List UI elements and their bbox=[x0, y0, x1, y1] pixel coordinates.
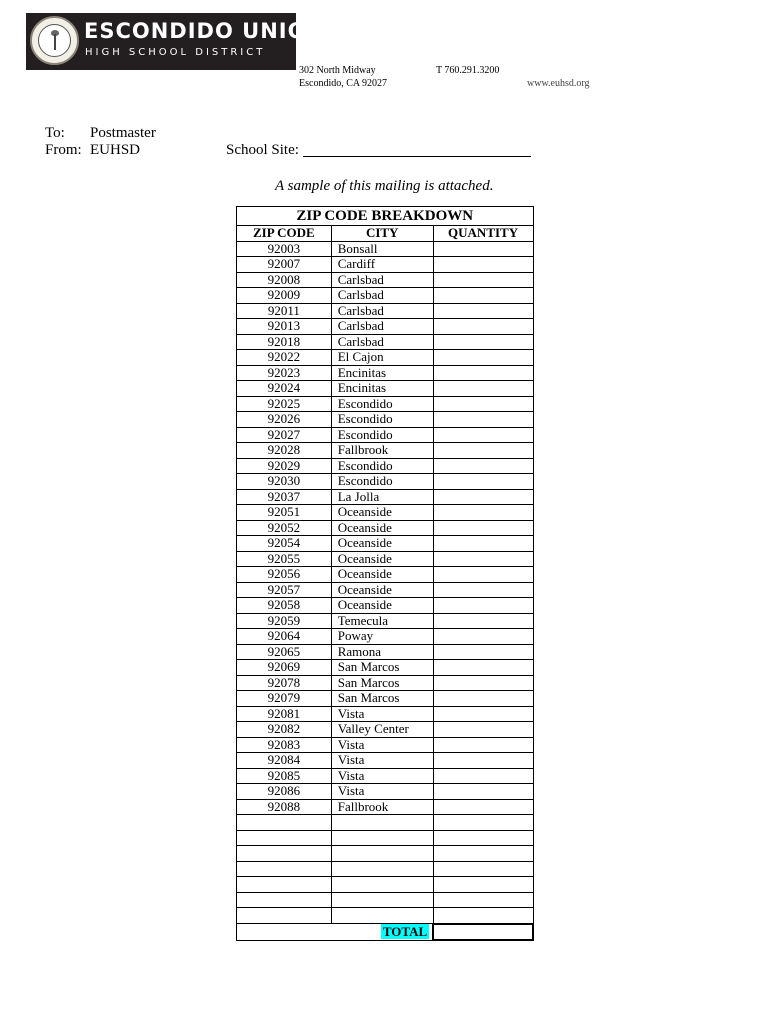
city-cell: Oceanside bbox=[331, 536, 433, 552]
zip-cell: 92009 bbox=[237, 288, 332, 304]
quantity-cell[interactable] bbox=[433, 505, 533, 521]
city-cell: Oceanside bbox=[331, 505, 433, 521]
table-row bbox=[237, 706, 534, 722]
zip-cell: 92030 bbox=[237, 474, 332, 490]
city-cell bbox=[331, 908, 433, 924]
zip-table-body bbox=[237, 241, 534, 924]
zip-cell: 92082 bbox=[237, 722, 332, 738]
table-row bbox=[237, 799, 534, 815]
city-cell: Vista bbox=[331, 737, 433, 753]
zip-cell: 92065 bbox=[237, 644, 332, 660]
table-row bbox=[237, 644, 534, 660]
zip-cell: 92003 bbox=[237, 241, 332, 257]
city-cell: Bonsall bbox=[331, 241, 433, 257]
quantity-cell[interactable] bbox=[433, 272, 533, 288]
quantity-cell[interactable] bbox=[433, 551, 533, 567]
zip-cell: 92013 bbox=[237, 319, 332, 335]
table-row bbox=[237, 474, 534, 490]
logo-subtitle: HIGH SCHOOL DISTRICT bbox=[85, 47, 266, 58]
quantity-cell[interactable] bbox=[433, 381, 533, 397]
website-link[interactable]: www.euhsd.org bbox=[527, 78, 590, 89]
table-row bbox=[237, 257, 534, 273]
quantity-cell[interactable] bbox=[433, 861, 533, 877]
city-cell bbox=[331, 815, 433, 831]
city-cell bbox=[331, 877, 433, 893]
city-cell: Vista bbox=[331, 753, 433, 769]
table-row bbox=[237, 303, 534, 319]
quantity-cell[interactable] bbox=[433, 784, 533, 800]
table-row bbox=[237, 443, 534, 459]
city-cell bbox=[331, 861, 433, 877]
table-row bbox=[237, 334, 534, 350]
table-row bbox=[237, 613, 534, 629]
city-cell: Poway bbox=[331, 629, 433, 645]
quantity-cell[interactable] bbox=[433, 877, 533, 893]
table-row bbox=[237, 582, 534, 598]
quantity-cell[interactable] bbox=[433, 334, 533, 350]
quantity-cell[interactable] bbox=[433, 722, 533, 738]
table-row bbox=[237, 396, 534, 412]
zip-cell bbox=[237, 830, 332, 846]
table-row bbox=[237, 892, 534, 908]
table-row bbox=[237, 691, 534, 707]
zip-cell: 92086 bbox=[237, 784, 332, 800]
table-row bbox=[237, 815, 534, 831]
table-row bbox=[237, 675, 534, 691]
quantity-cell[interactable] bbox=[433, 365, 533, 381]
zip-cell: 92056 bbox=[237, 567, 332, 583]
city-cell: La Jolla bbox=[331, 489, 433, 505]
quantity-cell[interactable] bbox=[433, 319, 533, 335]
quantity-cell[interactable] bbox=[433, 644, 533, 660]
quantity-cell[interactable] bbox=[433, 830, 533, 846]
city-cell: Encinitas bbox=[331, 365, 433, 381]
zip-cell: 92011 bbox=[237, 303, 332, 319]
to-label: To: bbox=[45, 125, 65, 141]
from-label: From: bbox=[45, 142, 82, 158]
zip-cell: 92058 bbox=[237, 598, 332, 614]
to-value: Postmaster bbox=[90, 125, 156, 141]
city-cell: Fallbrook bbox=[331, 799, 433, 815]
zip-cell: 92088 bbox=[237, 799, 332, 815]
zip-cell bbox=[237, 892, 332, 908]
table-row bbox=[237, 768, 534, 784]
table-row bbox=[237, 412, 534, 428]
city-cell: Carlsbad bbox=[331, 272, 433, 288]
zip-cell: 92023 bbox=[237, 365, 332, 381]
zip-code-table bbox=[236, 206, 534, 941]
zip-cell: 92024 bbox=[237, 381, 332, 397]
quantity-cell[interactable] bbox=[433, 660, 533, 676]
table-row bbox=[237, 505, 534, 521]
zip-cell: 92083 bbox=[237, 737, 332, 753]
table-row bbox=[237, 629, 534, 645]
quantity-cell[interactable] bbox=[433, 768, 533, 784]
table-row bbox=[237, 536, 534, 552]
table-row bbox=[237, 660, 534, 676]
table-row bbox=[237, 427, 534, 443]
zip-cell: 92055 bbox=[237, 551, 332, 567]
zip-cell: 92025 bbox=[237, 396, 332, 412]
table-row bbox=[237, 458, 534, 474]
school-site-label: School Site: bbox=[226, 142, 299, 158]
zip-cell: 92022 bbox=[237, 350, 332, 366]
zip-cell: 92027 bbox=[237, 427, 332, 443]
quantity-cell[interactable] bbox=[433, 536, 533, 552]
zip-cell: 92084 bbox=[237, 753, 332, 769]
logo-name: ESCONDIDO UNION bbox=[84, 19, 326, 43]
table-row bbox=[237, 350, 534, 366]
district-seal-icon bbox=[30, 16, 79, 65]
total-label-cell bbox=[331, 924, 433, 941]
city-cell: Oceanside bbox=[331, 598, 433, 614]
city-cell: Cardiff bbox=[331, 257, 433, 273]
zip-cell: 92069 bbox=[237, 660, 332, 676]
quantity-cell[interactable] bbox=[433, 598, 533, 614]
zip-cell: 92051 bbox=[237, 505, 332, 521]
table-row bbox=[237, 381, 534, 397]
total-quantity-field[interactable] bbox=[433, 924, 533, 941]
quantity-cell[interactable] bbox=[433, 241, 533, 257]
table-row bbox=[237, 489, 534, 505]
column-header-city: CITY bbox=[331, 226, 433, 242]
column-header-zip: ZIP CODE bbox=[237, 226, 332, 242]
quantity-cell[interactable] bbox=[433, 908, 533, 924]
city-cell: Oceanside bbox=[331, 520, 433, 536]
address-line-1: 302 North Midway bbox=[299, 65, 376, 76]
table-title: ZIP CODE BREAKDOWN bbox=[237, 207, 534, 226]
city-cell: Oceanside bbox=[331, 551, 433, 567]
city-cell: Valley Center bbox=[331, 722, 433, 738]
quantity-cell[interactable] bbox=[433, 753, 533, 769]
zip-cell bbox=[237, 877, 332, 893]
quantity-cell[interactable] bbox=[433, 412, 533, 428]
address-line-2: Escondido, CA 92027 bbox=[299, 78, 388, 89]
zip-cell: 92037 bbox=[237, 489, 332, 505]
total-label: TOTAL bbox=[382, 923, 428, 939]
city-cell: San Marcos bbox=[331, 675, 433, 691]
city-cell: Temecula bbox=[331, 613, 433, 629]
city-cell: Escondido bbox=[331, 458, 433, 474]
city-cell: Carlsbad bbox=[331, 303, 433, 319]
quantity-cell[interactable] bbox=[433, 892, 533, 908]
zip-cell: 92029 bbox=[237, 458, 332, 474]
from-value: EUHSD bbox=[90, 142, 141, 158]
quantity-cell[interactable] bbox=[433, 629, 533, 645]
zip-cell: 92085 bbox=[237, 768, 332, 784]
city-cell: Oceanside bbox=[331, 582, 433, 598]
zip-cell: 92054 bbox=[237, 536, 332, 552]
quantity-cell[interactable] bbox=[433, 288, 533, 304]
quantity-cell[interactable] bbox=[433, 567, 533, 583]
school-site-field[interactable] bbox=[303, 156, 531, 157]
city-cell: Vista bbox=[331, 706, 433, 722]
column-header-quantity: QUANTITY bbox=[433, 226, 533, 242]
city-cell: Vista bbox=[331, 784, 433, 800]
table-row bbox=[237, 365, 534, 381]
table-row bbox=[237, 551, 534, 567]
table-row bbox=[237, 830, 534, 846]
city-cell: Carlsbad bbox=[331, 319, 433, 335]
zip-cell: 92018 bbox=[237, 334, 332, 350]
table-row bbox=[237, 722, 534, 738]
quantity-cell[interactable] bbox=[433, 474, 533, 490]
table-row bbox=[237, 861, 534, 877]
zip-cell: 92081 bbox=[237, 706, 332, 722]
table-row bbox=[237, 272, 534, 288]
table-row bbox=[237, 877, 534, 893]
city-cell: Escondido bbox=[331, 474, 433, 490]
zip-cell bbox=[237, 908, 332, 924]
city-cell: Oceanside bbox=[331, 567, 433, 583]
quantity-cell[interactable] bbox=[433, 815, 533, 831]
quantity-cell[interactable] bbox=[433, 582, 533, 598]
city-cell: Carlsbad bbox=[331, 288, 433, 304]
zip-cell: 92064 bbox=[237, 629, 332, 645]
quantity-cell[interactable] bbox=[433, 257, 533, 273]
quantity-cell[interactable] bbox=[433, 396, 533, 412]
quantity-cell[interactable] bbox=[433, 691, 533, 707]
zip-cell: 92026 bbox=[237, 412, 332, 428]
zip-cell: 92052 bbox=[237, 520, 332, 536]
zip-cell bbox=[237, 846, 332, 862]
city-cell: San Marcos bbox=[331, 660, 433, 676]
quantity-cell[interactable] bbox=[433, 458, 533, 474]
city-cell: Escondido bbox=[331, 427, 433, 443]
table-row bbox=[237, 319, 534, 335]
quantity-cell[interactable] bbox=[433, 520, 533, 536]
city-cell: San Marcos bbox=[331, 691, 433, 707]
zip-cell bbox=[237, 861, 332, 877]
city-cell: Encinitas bbox=[331, 381, 433, 397]
zip-cell: 92059 bbox=[237, 613, 332, 629]
table-row bbox=[237, 784, 534, 800]
district-logo bbox=[26, 13, 326, 70]
quantity-cell[interactable] bbox=[433, 427, 533, 443]
city-cell: Escondido bbox=[331, 412, 433, 428]
zip-cell: 92057 bbox=[237, 582, 332, 598]
table-row bbox=[237, 737, 534, 753]
city-cell: Vista bbox=[331, 768, 433, 784]
city-cell: Escondido bbox=[331, 396, 433, 412]
city-cell bbox=[331, 892, 433, 908]
sample-note: A sample of this mailing is attached. bbox=[275, 178, 494, 194]
quantity-cell[interactable] bbox=[433, 675, 533, 691]
table-row bbox=[237, 288, 534, 304]
zip-cell: 92079 bbox=[237, 691, 332, 707]
zip-cell bbox=[237, 815, 332, 831]
city-cell bbox=[331, 846, 433, 862]
quantity-cell[interactable] bbox=[433, 706, 533, 722]
table-row bbox=[237, 598, 534, 614]
phone-number: T 760.291.3200 bbox=[436, 65, 500, 76]
city-cell: Fallbrook bbox=[331, 443, 433, 459]
table-row bbox=[237, 241, 534, 257]
city-cell: El Cajon bbox=[331, 350, 433, 366]
city-cell: Carlsbad bbox=[331, 334, 433, 350]
quantity-cell[interactable] bbox=[433, 799, 533, 815]
table-row bbox=[237, 908, 534, 924]
table-row bbox=[237, 753, 534, 769]
total-spacer bbox=[237, 924, 332, 941]
zip-cell: 92028 bbox=[237, 443, 332, 459]
city-cell: Ramona bbox=[331, 644, 433, 660]
table-row bbox=[237, 846, 534, 862]
table-row bbox=[237, 567, 534, 583]
quantity-cell[interactable] bbox=[433, 350, 533, 366]
zip-cell: 92078 bbox=[237, 675, 332, 691]
quantity-cell[interactable] bbox=[433, 737, 533, 753]
table-row bbox=[237, 520, 534, 536]
quantity-cell[interactable] bbox=[433, 613, 533, 629]
zip-cell: 92007 bbox=[237, 257, 332, 273]
zip-cell: 92008 bbox=[237, 272, 332, 288]
quantity-cell[interactable] bbox=[433, 846, 533, 862]
city-cell bbox=[331, 830, 433, 846]
quantity-cell[interactable] bbox=[433, 303, 533, 319]
quantity-cell[interactable] bbox=[433, 489, 533, 505]
quantity-cell[interactable] bbox=[433, 443, 533, 459]
